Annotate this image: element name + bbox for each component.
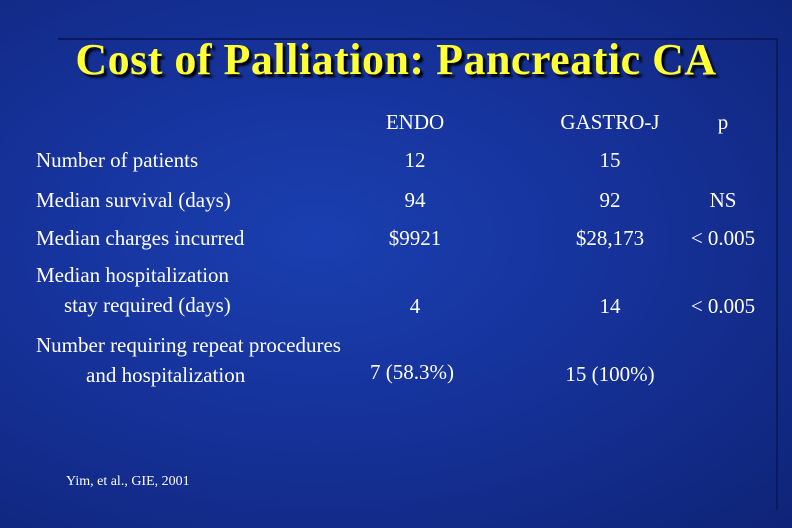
cell-endo-hospitalization: 4 xyxy=(409,294,421,318)
cell-gastroj-charges: $28,173 xyxy=(575,226,645,250)
cell-gastroj-patients: 15 xyxy=(599,148,621,172)
row-label-line1: Median hospitalization xyxy=(36,263,230,287)
slide-title: Cost of Palliation: Pancreatic CA xyxy=(75,35,717,84)
cell-gastroj-survival: 92 xyxy=(599,188,621,212)
cell-endo-repeat: 7 (58.3%) xyxy=(370,360,454,384)
cell-endo-patients: 12 xyxy=(404,148,426,172)
row-label-median-charges: Median charges incurred xyxy=(36,226,245,250)
citation: Yim, et al., GIE, 2001 xyxy=(66,474,190,489)
row-label-line1: Number requiring repeat procedures xyxy=(36,333,341,357)
cell-endo-survival: 94 xyxy=(404,188,426,212)
cell-gastroj-hospitalization: 14 xyxy=(599,294,621,318)
row-label-median-survival: Median survival (days) xyxy=(36,188,231,212)
header-p: p xyxy=(717,110,729,134)
cell-p-survival: NS xyxy=(709,188,737,212)
header-endo: ENDO xyxy=(385,110,445,134)
cell-gastroj-repeat: 15 (100%) xyxy=(565,362,655,386)
header-gastroj: GASTRO-J xyxy=(560,110,660,134)
row-label-line2: and hospitalization xyxy=(86,363,246,387)
cell-endo-charges: $9921 xyxy=(388,226,442,250)
row-label-repeat-procedures xyxy=(36,330,341,390)
cell-p-hospitalization: < 0.005 xyxy=(690,294,756,318)
row-label-median-hospitalization xyxy=(36,260,231,320)
row-label-number-of-patients: Number of patients xyxy=(36,148,199,172)
row-label-line2: stay required (days) xyxy=(64,293,231,317)
cell-p-charges: < 0.005 xyxy=(690,226,756,250)
